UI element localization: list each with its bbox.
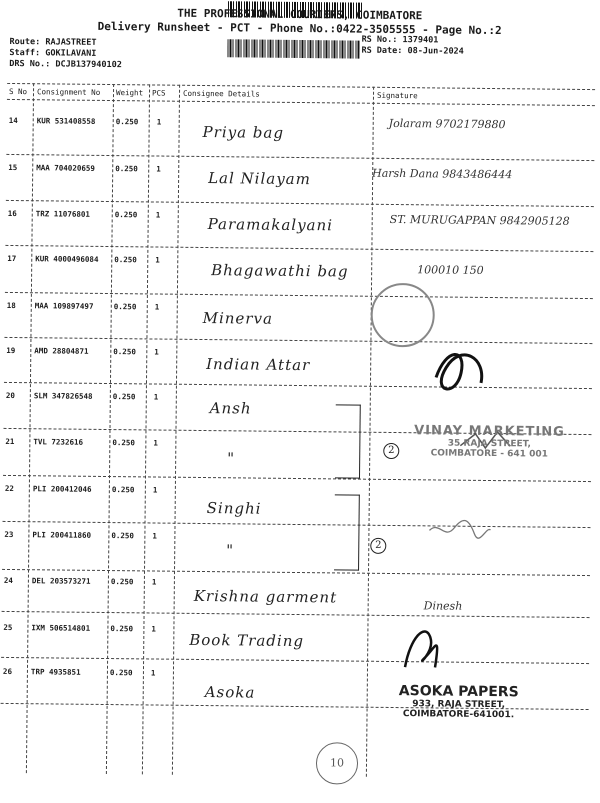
row-consignee: Indian Attar: [206, 355, 311, 375]
row-consignee: ": [227, 449, 236, 468]
row-consignment: KUR 4000496084: [35, 254, 99, 264]
row-consignee: Priya bag: [202, 122, 285, 142]
row-weight: 0.250: [110, 577, 134, 587]
vinay-marketing-stamp: [399, 423, 579, 460]
row-sno: 15: [8, 162, 18, 173]
stamp-city: COIMBATORE-641001.: [402, 709, 515, 721]
group-count-mark: 2: [370, 538, 386, 554]
row-pcs: 1: [151, 577, 157, 587]
stamp-name: ASOKA PAPERS: [398, 683, 519, 701]
rs-info: [361, 35, 464, 58]
row-rule: [3, 521, 591, 528]
stamp-address: 933, RAJA STREET,: [412, 699, 506, 711]
row-weight: 0.250: [115, 164, 138, 174]
row-pcs: 1: [152, 485, 158, 495]
col-header-consignee: Consignee Details: [182, 88, 260, 99]
row-rule: [2, 569, 590, 576]
route-info: [9, 37, 122, 71]
row-pcs: 1: [156, 164, 161, 174]
row-consignee: Asoka: [204, 683, 256, 702]
row-pcs: 1: [153, 392, 159, 402]
row-consignment: KUR 531408558: [36, 116, 96, 126]
barcode-rs: [227, 39, 359, 58]
group-bracket: [334, 494, 360, 570]
row-weight: 0.250: [114, 255, 137, 265]
rs-number: RS No.: 1379401: [361, 34, 439, 46]
row-signature: 100010 150: [417, 263, 484, 277]
round-stamp: [370, 283, 435, 348]
stamp-address: 35 RAJA STREET,: [447, 438, 531, 450]
company-title: THE PROFESSIONAL COURIERS, COIMBATORE: [177, 6, 423, 23]
col-header-weight: Weight: [115, 88, 144, 98]
row-consignment: SLM 347826548: [33, 391, 93, 401]
col-header-consignment: Consignment No: [36, 87, 101, 97]
col-header-signature: Signature: [376, 90, 418, 101]
row-weight: 0.250: [114, 210, 138, 220]
row-rule: [4, 382, 592, 389]
row-sno: 14: [8, 115, 18, 126]
page-count-circle: 10: [316, 742, 358, 784]
row-consignee: Book Trading: [189, 630, 305, 651]
signature-scribble: [424, 515, 494, 546]
row-pcs: 1: [152, 531, 157, 541]
row-rule: [5, 292, 593, 299]
row-sno: 25: [3, 622, 13, 633]
row-consignment: TRZ 11076801: [35, 209, 90, 219]
row-consignee: Singhi: [206, 499, 262, 518]
route-label: Route: RAJASTREET: [9, 36, 97, 48]
row-consignment: AMD 28804871: [34, 346, 89, 356]
row-consignment: PLI 200412046: [32, 484, 92, 494]
signature-scribble: [395, 617, 446, 678]
row-consignee: Lal Nilayam: [208, 169, 312, 189]
row-sno: 20: [5, 390, 15, 401]
row-sno: 24: [3, 575, 13, 586]
row-pcs: 1: [153, 438, 158, 448]
row-pcs: 1: [154, 302, 160, 312]
row-signature: ST. MURUGAPPAN 9842905128: [389, 212, 570, 228]
row-weight: 0.250: [115, 117, 139, 127]
row-signature: Jolaram 9702179880: [388, 116, 506, 132]
row-consignment: MAA 704020659: [36, 163, 95, 173]
row-weight: 0.250: [113, 302, 137, 312]
row-sno: 26: [2, 666, 13, 677]
row-weight: 0.250: [109, 668, 133, 678]
row-sno: 21: [5, 436, 15, 447]
row-rule: [5, 245, 593, 252]
row-consignee: Ansh: [209, 399, 252, 418]
row-rule: [6, 154, 594, 161]
rs-date: RS Date: 08-Jun-2024: [361, 45, 464, 57]
row-rule: [3, 475, 591, 482]
row-consignment: TRP 4935851: [30, 667, 81, 677]
row-weight: 0.250: [112, 438, 135, 448]
row-pcs: 1: [150, 668, 156, 678]
stamp-name: VINAY MARKETING: [414, 423, 565, 440]
row-rule: [6, 200, 594, 207]
row-consignee: Krishna garment: [193, 586, 338, 607]
asoka-papers-stamp: [378, 683, 538, 721]
row-consignment: PLI 200411860: [32, 530, 92, 540]
row-sno: 23: [4, 529, 14, 540]
row-consignment: TVL 7232616: [33, 437, 84, 447]
staff-label: Staff: GOKILAVANI: [9, 47, 97, 59]
row-consignee: Paramakalyani: [207, 215, 334, 235]
row-weight: 0.250: [111, 531, 135, 541]
row-rule: [1, 657, 589, 664]
row-pcs: 1: [156, 117, 162, 127]
row-consignment: DEL 203573271: [31, 576, 91, 586]
drs-number: DRS No.: DCJB137940102: [9, 58, 122, 71]
header-bottom-rule: [7, 99, 595, 106]
row-weight: 0.250: [113, 347, 136, 357]
row-sno: 16: [7, 208, 17, 219]
group-bracket: [335, 404, 361, 478]
runsheet-title: Delivery Runsheet - PCT - Phone No.:0422-3505555 - Page No.:2: [97, 19, 502, 38]
row-sno: 17: [7, 253, 17, 264]
row-weight: 0.250: [110, 624, 134, 634]
col-header-pcs: PCS: [151, 88, 166, 98]
signature-scribble: [426, 337, 497, 398]
row-rule: [4, 337, 592, 344]
col-header-sno: S No: [8, 86, 28, 97]
row-consignee: Minerva: [202, 308, 274, 328]
row-sno: 19: [6, 345, 16, 356]
row-consignment: IXM 506514801: [31, 623, 91, 633]
row-pcs: 1: [151, 624, 156, 634]
row-pcs: 1: [155, 210, 161, 220]
row-sno: 18: [6, 300, 16, 311]
row-consignment: MAA 109897497: [34, 301, 94, 311]
row-sno: 22: [4, 483, 14, 494]
row-signature: Dinesh: [423, 599, 463, 613]
row-signature: Harsh Dana 9843486444: [372, 166, 513, 182]
row-consignee: ": [226, 541, 235, 560]
row-weight: 0.250: [111, 485, 135, 495]
row-pcs: 1: [155, 255, 160, 265]
row-weight: 0.250: [112, 392, 136, 402]
row-pcs: 1: [154, 347, 159, 357]
stamp-city: COIMBATORE - 641 001: [430, 448, 548, 460]
group-count-mark: 2: [383, 443, 399, 459]
row-consignee: Bhagawathi bag: [211, 261, 349, 281]
